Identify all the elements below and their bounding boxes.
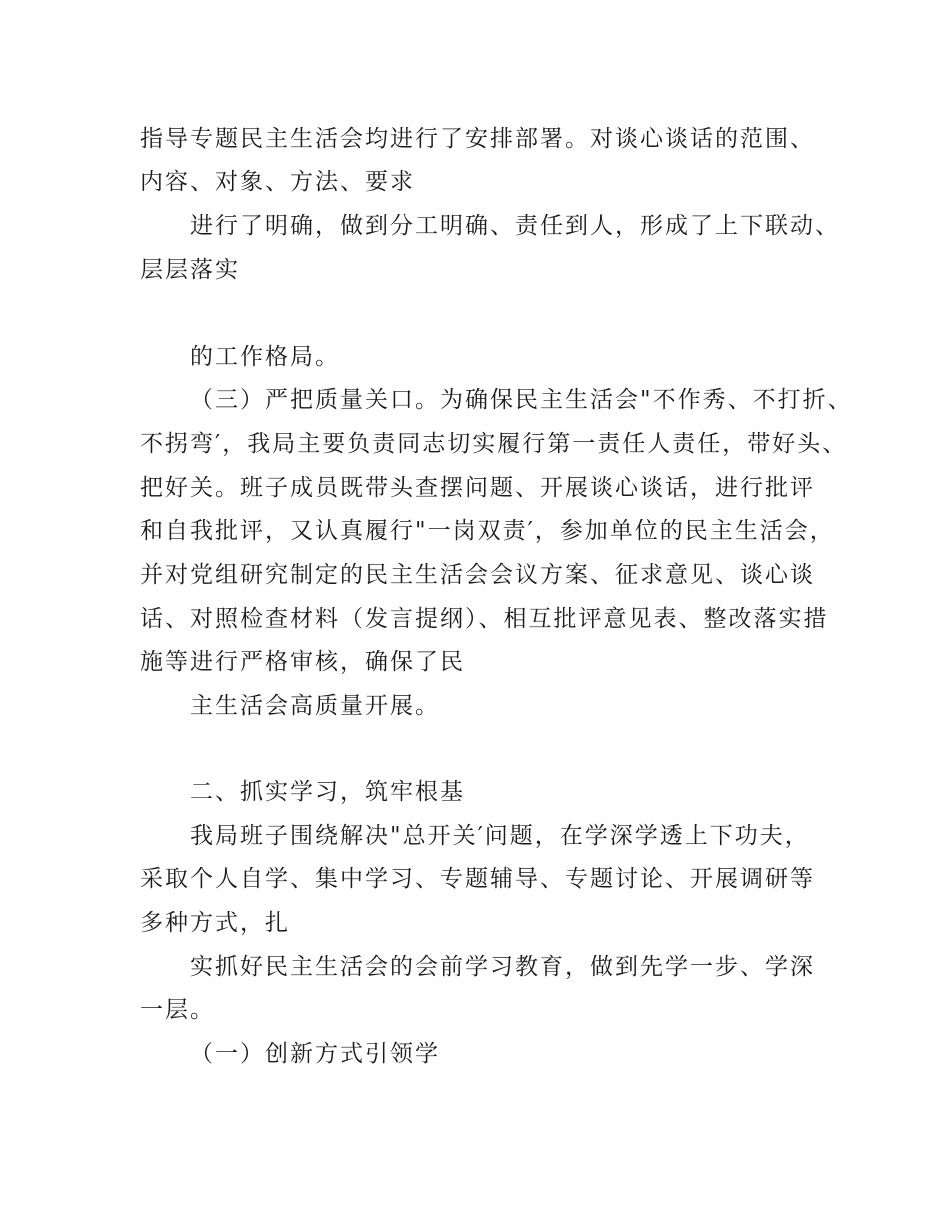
text-line: 话、对照检查材料（发言提纲）、相互批评意见表、整改落实措 (140, 606, 829, 632)
text-line: 的工作格局。 (190, 344, 340, 370)
text-line: 我局班子围绕解决"总开关′问题，在学深学透上下功夫， (190, 823, 810, 849)
subsection-heading: （一）创新方式引领学 (190, 1041, 440, 1067)
text-line: （三）严把质量关口。为确保民主生活会"不作秀、不打折、 (190, 387, 853, 413)
text-line: 多种方式，扎 (140, 910, 290, 936)
text-line: 内容、对象、方法、要求 (140, 169, 415, 195)
text-line: 和自我批评，又认真履行"一岗双责′，参加单位的民主生活会， (140, 518, 835, 544)
text-line: 并对党组研究制定的民主生活会会议方案、征求意见、谈心谈 (140, 562, 815, 588)
section-heading: 二、抓实学习，筑牢根基 (190, 779, 465, 805)
text-line: 不拐弯′，我局主要负责同志切实履行第一责任人责任，带好头、 (140, 431, 848, 457)
text-line: 施等进行严格审核，确保了民 (140, 649, 465, 675)
text-line: 实抓好民主生活会的会前学习教育，做到先学一步、学深 (190, 954, 815, 980)
text-line: 一层。 (140, 997, 215, 1023)
text-line: 把好关。班子成员既带头查摆问题、开展谈心谈话，进行批评 (140, 475, 815, 501)
text-line: 指导专题民主生活会均进行了安排部署。对谈心谈话的范围、 (140, 126, 815, 152)
text-line: 主生活会高质量开展。 (190, 693, 440, 719)
text-line: 层层落实 (140, 257, 240, 283)
text-line: 进行了明确，做到分工明确、责任到人，形成了上下联动、 (190, 213, 840, 239)
text-line: 采取个人自学、集中学习、专题辅导、专题讨论、开展调研等 (140, 866, 815, 892)
